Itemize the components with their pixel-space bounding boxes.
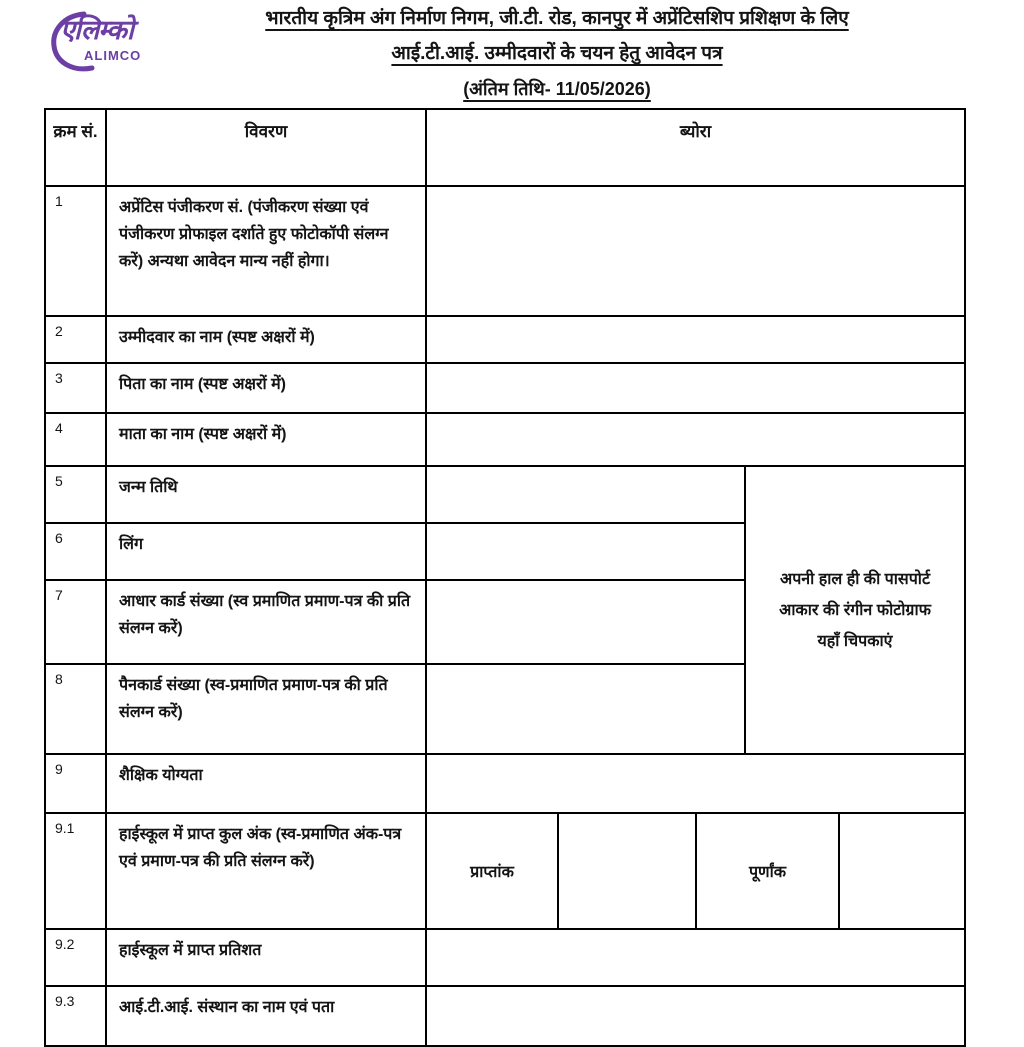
row-8-details: पैनकार्ड संख्या (स्व-प्रमाणित प्रमाण-पत्र की प्रति संलग्न करें): [106, 664, 426, 754]
row-3-answer-cell: [426, 363, 965, 413]
header-serial: क्रम सं.: [45, 109, 106, 186]
row-9-answer-cell: [426, 754, 965, 813]
form-title-line2: आई.टी.आई. उम्मीदवारों के चयन हेतु आवेदन पत्र: [391, 43, 723, 64]
row-7-answer-cell: [426, 580, 745, 664]
row-1-sno: 1: [45, 186, 106, 316]
row-9-details: शैक्षिक योग्यता: [106, 754, 426, 813]
row-1-answer-cell: [426, 186, 965, 316]
table-row: [45, 466, 965, 523]
row-7-sno: 7: [45, 580, 106, 664]
logo-devanagari-text: एलिम्को: [60, 15, 133, 45]
table-row: [45, 986, 965, 1046]
table-row: [45, 929, 965, 986]
row-2-answer-cell: [426, 316, 965, 363]
table-row: [45, 363, 965, 413]
form-title-line1: भारतीय कृत्रिम अंग निर्माण निगम, जी.टी. रोड, कानपुर में अप्रेंटिसशिप प्रशिक्षण के लिए: [265, 8, 849, 29]
row-9-3-answer-cell: [426, 986, 965, 1046]
row-9-3-details: आई.टी.आई. संस्थान का नाम एवं पता: [106, 986, 426, 1046]
full-marks-label: पूर्णांक: [696, 813, 839, 929]
row-5-answer-cell: [426, 466, 745, 523]
row-9-2-answer-cell: [426, 929, 965, 986]
row-4-sno: 4: [45, 413, 106, 466]
photo-paste-box: अपनी हाल ही की पासपोर्ट आकार की रंगीन फोटोग्राफ यहाँ चिपकाएं: [745, 466, 965, 754]
row-3-details: पिता का नाम (स्पष्ट अक्षरों में): [106, 363, 426, 413]
table-header-row: [45, 109, 965, 186]
row-4-details: माता का नाम (स्पष्ट अक्षरों में): [106, 413, 426, 466]
row-9-1-sno: 9.1: [45, 813, 106, 929]
row-4-answer-cell: [426, 413, 965, 466]
header-details: विवरण: [106, 109, 426, 186]
row-2-sno: 2: [45, 316, 106, 363]
row-9-2-sno: 9.2: [45, 929, 106, 986]
full-marks-cell: [839, 813, 965, 929]
row-9-3-sno: 9.3: [45, 986, 106, 1046]
application-form-table: [44, 108, 966, 1047]
row-3-sno: 3: [45, 363, 106, 413]
row-6-sno: 6: [45, 523, 106, 580]
table-row: [45, 413, 965, 466]
row-5-sno: 5: [45, 466, 106, 523]
form-header: [150, 6, 964, 111]
row-9-sno: 9: [45, 754, 106, 813]
row-6-answer-cell: [426, 523, 745, 580]
alimco-logo: [48, 2, 158, 80]
row-9-2-details: हाईस्कूल में प्राप्त प्रतिशत: [106, 929, 426, 986]
row-6-details: लिंग: [106, 523, 426, 580]
row-5-details: जन्म तिथि: [106, 466, 426, 523]
marks-obtained-label: प्राप्तांक: [426, 813, 558, 929]
row-2-details: उम्मीदवार का नाम (स्पष्ट अक्षरों में): [106, 316, 426, 363]
logo-latin-text: ALIMCO: [84, 48, 142, 63]
row-9-1-details: हाईस्कूल में प्राप्त कुल अंक (स्व-प्रमाणित अंक-पत्र एवं प्रमाण-पत्र की प्रति संलग्न करें): [106, 813, 426, 929]
table-row: [45, 186, 965, 316]
row-7-details: आधार कार्ड संख्या (स्व प्रमाणित प्रमाण-पत्र की प्रति संलग्न करें): [106, 580, 426, 664]
table-row: [45, 813, 965, 929]
marks-obtained-cell: [558, 813, 696, 929]
row-1-details: अप्रेंटिस पंजीकरण सं. (पंजीकरण संख्या एवं पंजीकरण प्रोफाइल दर्शाते हुए फोटोकॉपी संलग्न करें) अन्यथा आवेदन मान्य नहीं होगा।: [106, 186, 426, 316]
row-8-sno: 8: [45, 664, 106, 754]
table-row: [45, 754, 965, 813]
table-row: [45, 316, 965, 363]
form-deadline: (अंतिम तिथि- 11/05/2026): [463, 79, 651, 99]
row-8-answer-cell: [426, 664, 745, 754]
header-particulars: ब्योरा: [426, 109, 965, 186]
